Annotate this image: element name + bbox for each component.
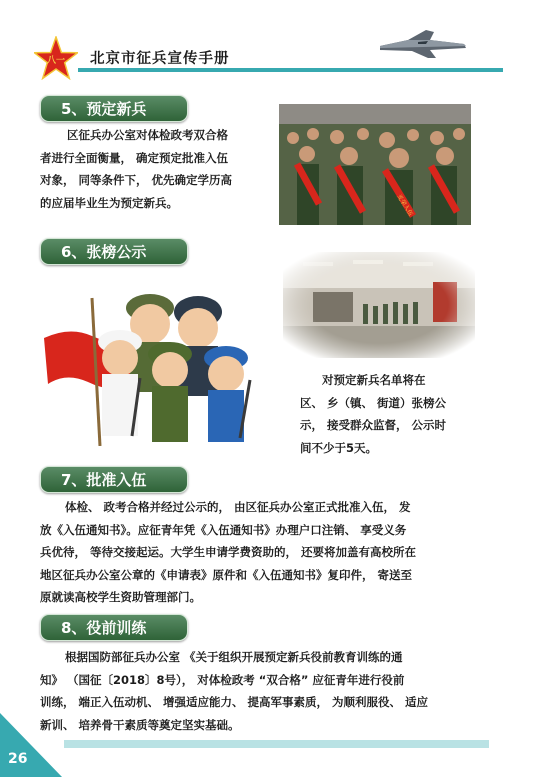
star-text: 八一 bbox=[46, 56, 66, 66]
page-corner-decoration bbox=[0, 713, 62, 777]
section-heading-8: 8、役前训练 bbox=[40, 614, 188, 641]
section-8-text: 根据国防部征兵办公室 《关于组织开展预定新兵役前教育训练的通 知》 （国征〔2018〕8号）， 对体检政考 “双合格” 应征青年进行役前 训练， 端正入伍动机、 增强适应能力、 提高军事素质， 为顺利服役、 适应 新训、 培养骨干素质等奠定坚实基础。 bbox=[40, 650, 429, 732]
army-star-emblem-icon bbox=[34, 36, 78, 80]
section-heading-6: 6、张榜公示 bbox=[40, 238, 188, 265]
page-number: 26 bbox=[8, 751, 28, 767]
section-7-text: 体检、 政考合格并经过公示的， 由区征兵办公室正式批准入伍， 发 放《入伍通知书》。应征青年凭《入伍通知书》办理户口注销、 享受义务 兵优待， 等待交接起运。大学生申请学费资助的， 还要将加盖有高校所在 地区征兵办公室公章的《申请表》原件和《入伍通知书》复印件， 寄送至 原就读高校学生资助管理部门。 bbox=[40, 500, 417, 604]
header-rule bbox=[78, 68, 503, 72]
section-heading-5: 5、预定新兵 bbox=[40, 95, 188, 122]
sash-text: 光荣入伍 bbox=[395, 193, 414, 218]
section-heading-7: 7、批准入伍 bbox=[40, 466, 188, 493]
recruits-photo bbox=[279, 104, 471, 225]
cartoon-soldiers-illustration bbox=[40, 268, 278, 446]
public-notice-photo bbox=[283, 252, 475, 358]
fighter-jet-icon bbox=[378, 24, 468, 60]
footer-rule bbox=[64, 740, 489, 748]
page-title: 北京市征兵宣传手册 bbox=[90, 51, 230, 67]
section-5-text: 区征兵办公室对体检政考双合格 者进行全面衡量， 确定预定批准入伍 对象， 同等条件下， 优先确定学历高 的应届毕业生为预定新兵。 bbox=[40, 128, 233, 210]
section-6-text: 对预定新兵名单将在 区、 乡（镇、 街道）张榜公 示， 接受群众监督， 公示时 间不少于5天。 bbox=[300, 373, 447, 455]
